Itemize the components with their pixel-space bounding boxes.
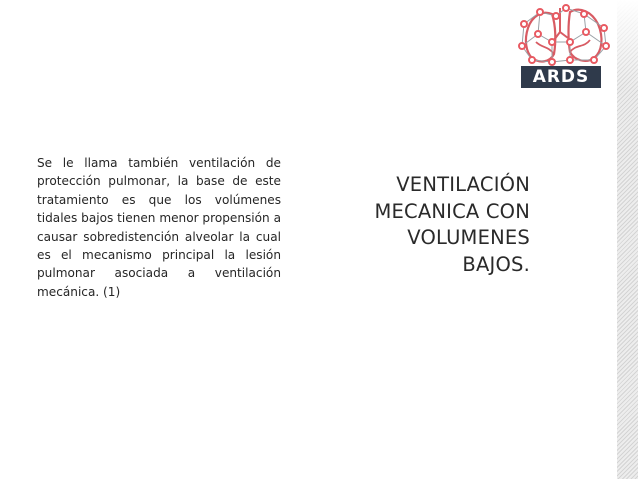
title-line-4: BAJOS. bbox=[462, 252, 530, 276]
title-line-2: MECANICA CON bbox=[374, 199, 530, 223]
title-line-3: VOLUMENES bbox=[407, 226, 530, 249]
side-band-fade bbox=[617, 0, 638, 90]
title-line-1: VENTILACIÓN bbox=[396, 173, 530, 196]
slide-title bbox=[348, 172, 530, 278]
ards-logo-text: ARDS bbox=[521, 66, 601, 88]
body-paragraph: Se le llama también ventilación de protección pulmonar, la base de este tratamiento es que los volúmenes tidales bajos tienen menor propensión a causar sobredistención alveolar la cual es el mecanismo principal la lesión pulmonar asociada a ventilación mecánica. (1) bbox=[37, 156, 281, 299]
